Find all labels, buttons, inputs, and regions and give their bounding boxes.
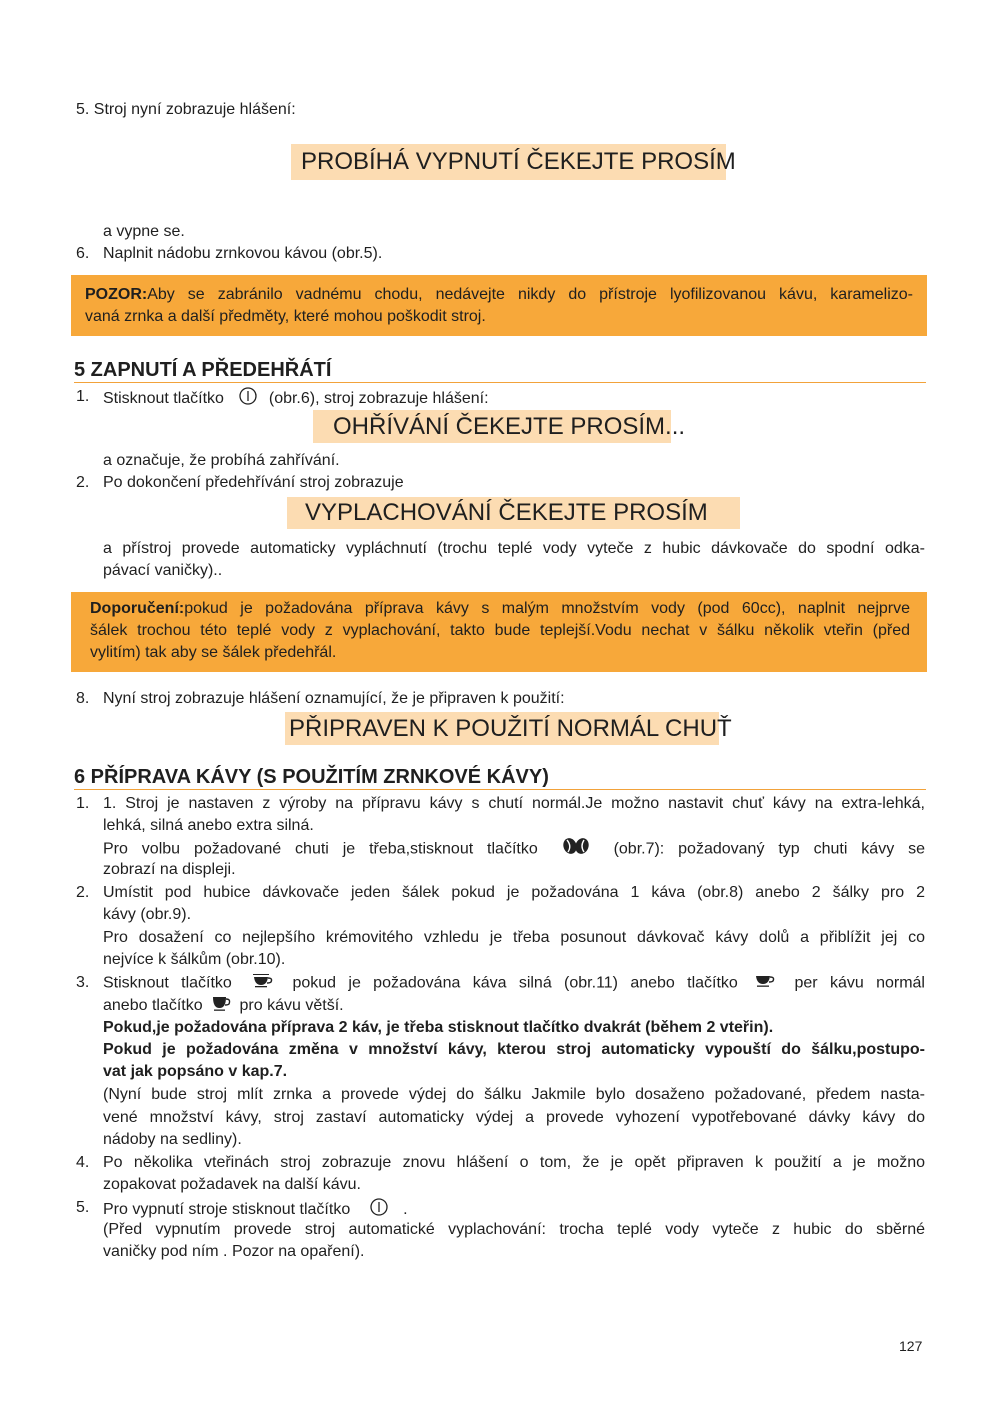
s5-item-1-text: Stisknout tlačítko (obr.6), stroj zobrazuje hlášení: [103, 386, 489, 412]
s5-item-2-num: 2. [76, 474, 90, 491]
rinse-line-1: a přístroj provede automaticky vypláchnutí (trochu teplé vody vyteče z hubic dávkovače do spodní odka- [103, 540, 925, 557]
section-6-heading: 6 PŘÍPRAVA KÁVY (S POUŽITÍM ZRNKOVÉ KÁVY) [74, 766, 549, 788]
step-6-text: Naplnit nádobu zrnkovou kávou (obr.5). [103, 245, 383, 262]
s6-item-5-line-3: vaničky pod ním . Pozor na opaření). [103, 1243, 365, 1260]
s6-item-5-line-2: (Před vypnutím provede stroj automatické vyplachování: trocha teplé vody vyteče z hubic do sběrné [103, 1221, 925, 1238]
recommend-line-3: vylitím) tak aby se šálek předehřál. [90, 644, 337, 661]
s6-item-3-line-2: anebo tlačítko pro kávu větší. [103, 994, 344, 1018]
s6-item-1-line-4: zobrazí na displeji. [103, 861, 236, 878]
recommendation-box [71, 592, 927, 672]
s6-item-4-line-1: Po několika vteřinách stroj zobrazuje znovu hlášení o tom, že je opět připraven k použití a je možno [103, 1154, 925, 1171]
s5-item-1-num: 1. [76, 388, 90, 405]
s6-item-3-bold-1: Pokud,je požadována příprava 2 káv, je třeba stisknout tlačítko dvakrát (během 2 vteřin). [103, 1019, 774, 1036]
recommend-line-2: šálek trochou této teplé vody z vyplachování, takto bude teplejší.Vodu nechat v šálku několik vteřin (před [90, 622, 910, 639]
heat-after-text: a označuje, že probíhá zahřívání. [103, 452, 340, 469]
s6-item-1-line-1: 1. Stroj je nastaven z výroby na přípravu kávy s chutí normál.Je možno nastavit chuť kávy na extra-lehká, [103, 795, 925, 812]
s6-item-3-para-1: (Nyní bude stroj mlít zrnka a provede výdej do šálku Jakmile bylo dosaženo požadované, předem nasta- [103, 1086, 925, 1103]
step-6-num: 6. [76, 245, 90, 262]
s6-item-3-para-3: nádoby na sedliny). [103, 1131, 242, 1148]
page-number: 127 [899, 1338, 923, 1354]
large-coffee-cup-icon [211, 994, 233, 1018]
s6-item-3-num: 3. [76, 974, 90, 991]
section-5-rule [74, 382, 926, 383]
step-5-text: 5. Stroj nyní zobrazuje hlášení: [76, 101, 296, 118]
s6-item-1-line-2: lehká, silná anebo extra silná. [103, 817, 314, 834]
s5-item-2-text: Po dokončení předehřívání stroj zobrazuje [103, 474, 404, 491]
section-6-rule [74, 789, 926, 790]
warning-line-1: POZOR:Aby se zabránilo vadnému chodu, nedávejte nikdy do přístroje lyofilizovanou kávu, karamelizo- [85, 286, 913, 303]
ready-num: 8. [76, 690, 90, 707]
s6-item-3-line-1: Stisknout tlačítko pokud je požadována káva silná (obr.11) anebo tlačítko per kávu normál [103, 972, 925, 995]
power-button-icon [238, 386, 258, 412]
s6-item-4-num: 4. [76, 1154, 90, 1171]
s6-item-5-line-1: Pro vypnutí stroje stisknout tlačítko . [103, 1197, 408, 1223]
s6-item-2-line-1: Umístit pod hubice dávkovače jeden šálek pokud je požadována 1 káva (obr.8) anebo 2 šálky pro 2 [103, 884, 925, 901]
s6-item-5-num: 5. [76, 1199, 90, 1216]
display-message-heating: OHŘÍVÁNÍ ČEKEJTE PROSÍM... [313, 410, 671, 443]
s6-item-4-line-2: zopakovat požadavek na další kávu. [103, 1176, 361, 1193]
normal-coffee-cup-icon [754, 972, 778, 995]
s6-item-2-line-3: Pro dosažení co nejlepšího krémovitého vzhledu je třeba posunout dávkovač kávy dolů a přiblížit jej co [103, 929, 925, 946]
display-message-ready: PŘIPRAVEN K POUŽITÍ NORMÁL CHUŤ [285, 712, 719, 745]
display-message-rinsing: VYPLACHOVÁNÍ ČEKEJTE PROSÍM [287, 497, 740, 529]
s6-item-2-line-2: kávy (obr.9). [103, 906, 192, 923]
warning-line-2: vaná zrnka a další předměty, které mohou poškodit stroj. [85, 308, 486, 325]
s6-item-2-line-4: nejvíce k šálkům (obr.10). [103, 951, 286, 968]
s6-item-1-line-3: Pro volbu požadované chuti je třeba,stisknout tlačítko (obr.7): požadovaný typ chuti kávy se [103, 837, 925, 862]
rinse-line-2: pávací vaničky).. [103, 562, 223, 579]
s6-item-3-bold-2: Pokud je požadována změna v množství kávy, kterou stroj automaticky vypouští do šálku,postupo- [103, 1041, 925, 1058]
recommend-line-1: Doporučení:pokud je požadována příprava kávy s malým množstvím vody (pod 60cc), naplnit nejprve [90, 600, 910, 617]
s6-item-2-num: 2. [76, 884, 90, 901]
section-5-heading: 5 ZAPNUTÍ A PŘEDEHŘÁTÍ [74, 359, 332, 381]
strong-coffee-cup-icon [252, 972, 276, 995]
warning-box [71, 275, 927, 336]
warning-label: POZOR: [85, 286, 148, 303]
coffee-beans-icon [562, 837, 590, 862]
display-message-off: PROBÍHÁ VYPNUTÍ ČEKEJTE PROSÍM [291, 144, 726, 180]
s6-item-3-para-2: vené množství kávy, stroj zastaví automaticky výdej a provede vyhození vypotřebované dávky kávy do [103, 1109, 925, 1126]
recommend-label: Doporučení: [90, 600, 185, 617]
off-after-text: a vypne se. [103, 223, 185, 240]
s6-item-3-bold-3: vat jak popsáno v kap.7. [103, 1063, 288, 1080]
s6-item-1-num: 1. [76, 795, 90, 812]
ready-text: Nyní stroj zobrazuje hlášení oznamující, že je připraven k použití: [103, 690, 565, 707]
